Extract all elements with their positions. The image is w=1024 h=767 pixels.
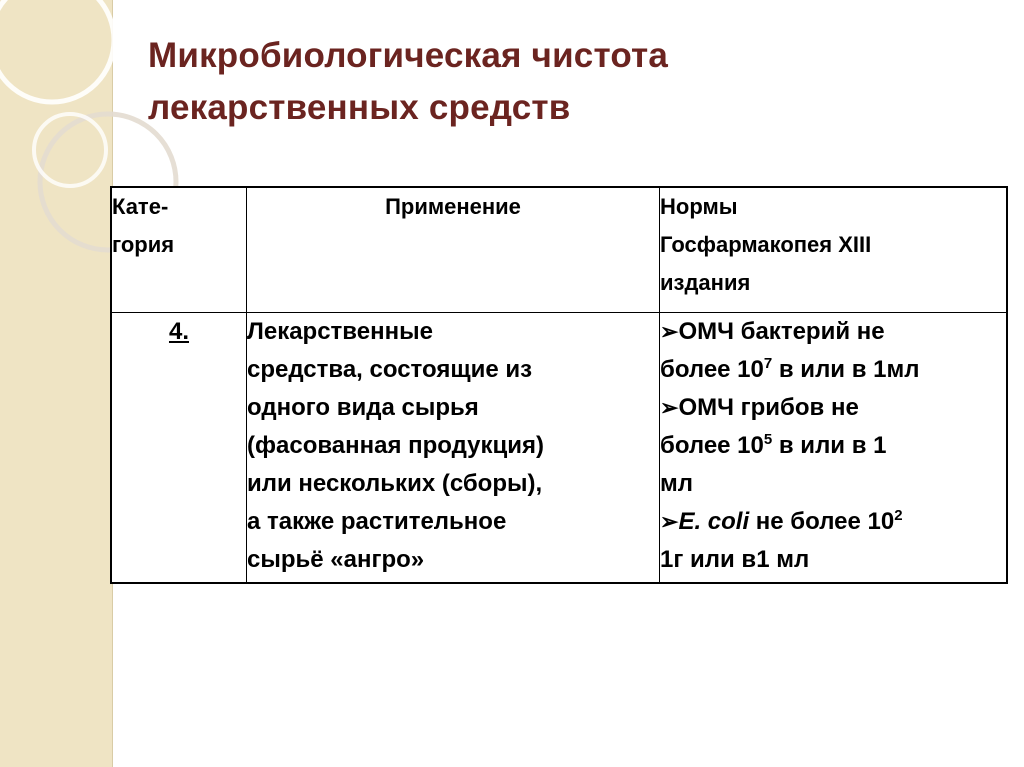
header-norms-line-2: Госфармакопея XIII <box>660 232 872 257</box>
usage-line: средства, состоящие из <box>247 356 533 383</box>
norm-item-bacteria <box>660 313 1006 351</box>
header-category <box>111 187 247 313</box>
usage-line: Лекарственные <box>247 318 433 345</box>
norm-bacteria-limit-text: более 10 <box>660 356 764 383</box>
norm-fungi-unit: в или в 1 <box>772 432 887 459</box>
category-number: 4. <box>168 318 189 345</box>
norm-bacteria-exponent: 7 <box>763 355 773 372</box>
norm-fungi-limit-text: более 10 <box>660 432 764 459</box>
usage-line: или нескольких (сборы), <box>247 470 543 497</box>
norm-bacteria-text: ОМЧ бактерий не <box>678 318 885 345</box>
usage-line: (фасованная продукция) <box>247 432 545 459</box>
norm-bacteria-unit: в или в 1мл <box>772 356 920 383</box>
header-category-line-2: гория <box>112 232 175 257</box>
usage-line: сырьё «ангро» <box>247 546 425 573</box>
norm-fungi-unit-tail: мл <box>660 470 693 497</box>
row-usage <box>247 313 660 584</box>
norm-item-fungi <box>660 389 1006 427</box>
arrow-bullet-icon: ➢ <box>660 319 679 344</box>
header-usage-label: Применение <box>385 194 521 219</box>
norm-item-bacteria-limit <box>660 351 1006 389</box>
usage-line: а также растительное <box>247 508 507 535</box>
header-norms-line-1: Нормы <box>660 194 738 219</box>
norm-fungi-text: ОМЧ грибов не <box>678 394 859 421</box>
table-row <box>111 313 1007 584</box>
arrow-bullet-icon: ➢ <box>660 509 679 534</box>
norm-item-fungi-limit <box>660 427 1006 465</box>
norm-ecoli-unit: 1г или в1 мл <box>660 546 810 573</box>
header-usage <box>247 187 660 313</box>
table-header-row <box>111 187 1007 313</box>
norm-item-ecoli <box>660 503 1006 541</box>
norm-ecoli-exponent: 2 <box>894 507 903 524</box>
row-norms <box>660 313 1008 584</box>
title-line-1: Микробиологическая чистота <box>148 36 669 75</box>
norm-ecoli-organism: E. coli <box>678 508 750 535</box>
norm-fungi-exponent: 5 <box>763 431 773 448</box>
header-category-line-1: Кате- <box>112 194 169 219</box>
title-line-2: лекарственных средств <box>148 88 571 127</box>
arrow-bullet-icon: ➢ <box>660 395 679 420</box>
slide-title <box>148 30 988 134</box>
header-norms <box>660 187 1008 313</box>
usage-line: одного вида сырья <box>247 394 479 421</box>
header-norms-line-3: издания <box>660 270 751 295</box>
row-category-number <box>111 313 247 584</box>
microbiological-norms-table <box>110 186 1008 584</box>
norm-ecoli-text: не более 10 <box>749 508 895 535</box>
